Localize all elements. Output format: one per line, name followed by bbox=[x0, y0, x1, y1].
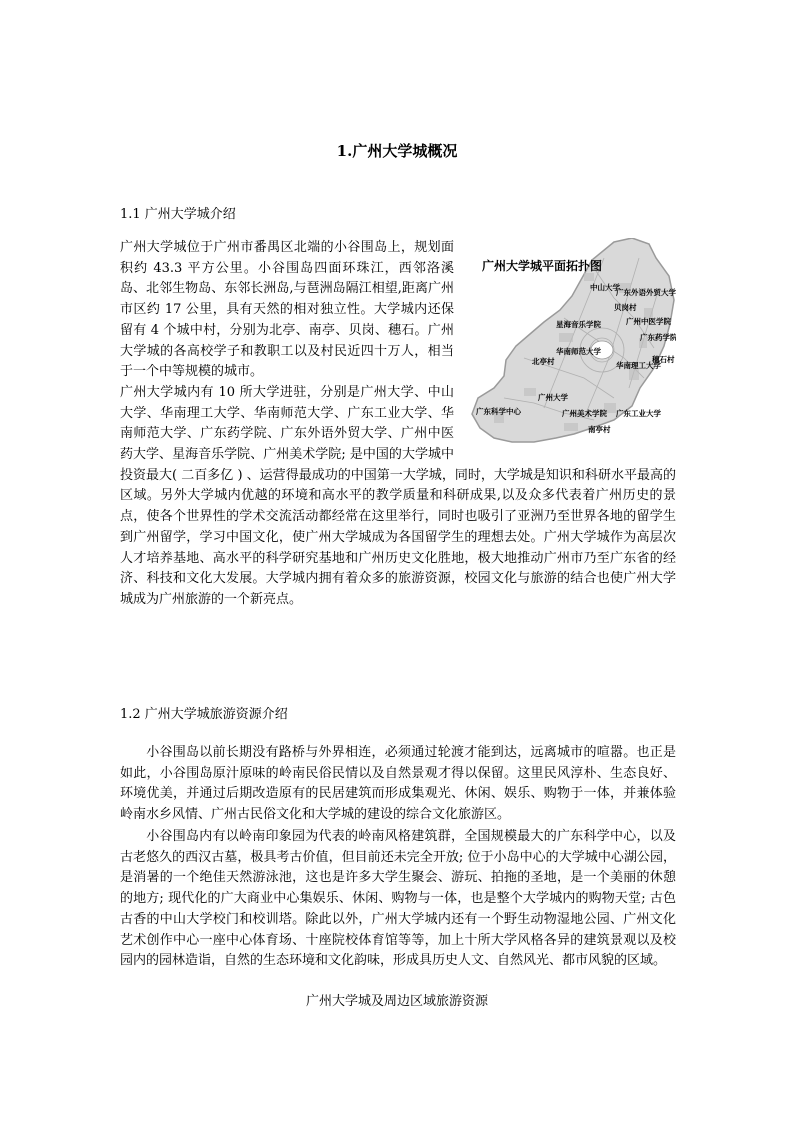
map-label-guangyao: 广东药学院 bbox=[640, 333, 676, 342]
section-1-1-paragraph-2: 广州大学城内有 10 所大学进驻，分别是广州大学、中山大学、华南理工大学、华南师范大学、广东工业大学、华南师范大学、广东药学院、广东外语外贸大学、广州中医药大学、星海音乐学院、广州美术学院; 是中国的大学城中投资最大( 二百多亿 ) 、运营得最成功的中国第一大学城，同时，大学城是知识和科研水平最高的区域。另外大学城内优越的环境和高水平的教学质量和科研成果,以及众多代表着广州历史的景点，使各个世界性的学术交流活动都经常在这里举行，同时也吸引了亚洲乃至世界各地的留学生到广州留学，学习中国文化，使广州大学城成为各国留学生的理想去处。广州大学城作为高层次人才培养基地、高水平的科学研究基地和广州历史文化胜地，极大地推动广州市乃至广东省的经济、科技和文化大发展。大学城内拥有着众多的旅游资源，校园文化与旅游的结合也使广州大学城成为广州旅游的一个新亮点。 bbox=[120, 384, 676, 607]
section-1-1-paragraph-1: 广州大学城位于广州市番禺区北端的小谷围岛上，规划面积约 43.3 平方公里。小谷围岛四面环珠江，西邻洛溪岛、北邻生物岛、东邻长洲岛,与琶洲岛隔江相望,距离广州市区约 17 公里，具有天然的相对独立性。大学城内还保留有 4 个城中村，分别为北亭、南亭、贝岗、穗石。广州大学城的各高校学子和教职工以及村民近四十万人，相当于一个中等规模的城市。 bbox=[120, 240, 454, 380]
section-heading-1-1: 1.1 广州大学城介绍 bbox=[120, 207, 236, 222]
map-label-guangda: 广州大学 bbox=[538, 393, 568, 402]
map-label-nanting: 南亭村 bbox=[588, 425, 611, 434]
map-label-zhongyi: 广州中医学院 bbox=[626, 317, 671, 326]
campus-map-figure bbox=[464, 238, 676, 444]
section-1-2-paragraph-1: 小谷围岛以前长期没有路桥与外界相连，必须通过轮渡才能到达，远离城市的喧嚣。也正是如此，小谷围岛原汁原味的岭南民俗民情以及自然景观才得以保留。这里民风淳朴、生态良好、环境优美，并通过后期改造原有的民居建筑而形成集观光、休闲、娱乐、购物于一体，并兼体验岭南水乡风情、广州古民俗文化和大学城的建设的综合文化旅游区。 bbox=[120, 745, 676, 823]
map-label-xinghai: 星海音乐学院 bbox=[556, 320, 601, 329]
map-label-zhongshan: 中山大学 bbox=[590, 283, 620, 292]
table-caption: 广州大学城及周边区域旅游资源 bbox=[305, 994, 488, 1009]
section-1-1-body bbox=[120, 238, 676, 611]
map-label-beigang: 贝岗村 bbox=[614, 303, 637, 312]
map-label-meiyuan: 广州美术学院 bbox=[562, 409, 607, 418]
map-label-beiting: 北亭村 bbox=[532, 357, 555, 366]
map-label-kexue: 广东科学中心 bbox=[476, 407, 521, 416]
map-label-huashi: 华南师范大学 bbox=[556, 347, 601, 356]
map-label-huagong: 华南理工大学 bbox=[616, 361, 661, 370]
campus-map bbox=[464, 238, 676, 444]
map-label-suishi: 穗石村 bbox=[652, 355, 675, 364]
map-label-guangwai: 广东外语外贸大学 bbox=[616, 288, 676, 297]
page-title: 1.广州大学城概况 bbox=[336, 142, 458, 160]
map-label-gonggong: 广东工业大学 bbox=[616, 409, 661, 418]
section-heading-1-2: 1.2 广州大学城旅游资源介绍 bbox=[120, 707, 288, 722]
section-1-2-paragraph-2: 小谷围岛内有以岭南印象园为代表的岭南风格建筑群，全国规模最大的广东科学中心，以及古老悠久的西汉古墓，极具考古价值，但目前还未完全开放; 位于小岛中心的大学城中心湖公园，是消暑的一个绝佳天然游泳池，这也是许多大学生聚会、游玩、拍拖的圣地，是一个美丽的休憩的地方; 现代化的广大商业中心集娱乐、休闲、购物与一体，也是整个大学城内的购物天堂; 古色古香的中山大学校门和校训塔。除此以外，广州大学城内还有一个野生动物湿地公园、广州文化艺术创作中心一座中心体育场、十座院校体育馆等等，加上十所大学风格各异的建筑景观以及校园内的园林造诣，自然的生态环境和文化韵味，形成具历史人文、自然风光、都市风貌的区域。 bbox=[120, 829, 676, 969]
map-title: 广州大学城平面拓扑图 bbox=[482, 259, 603, 273]
